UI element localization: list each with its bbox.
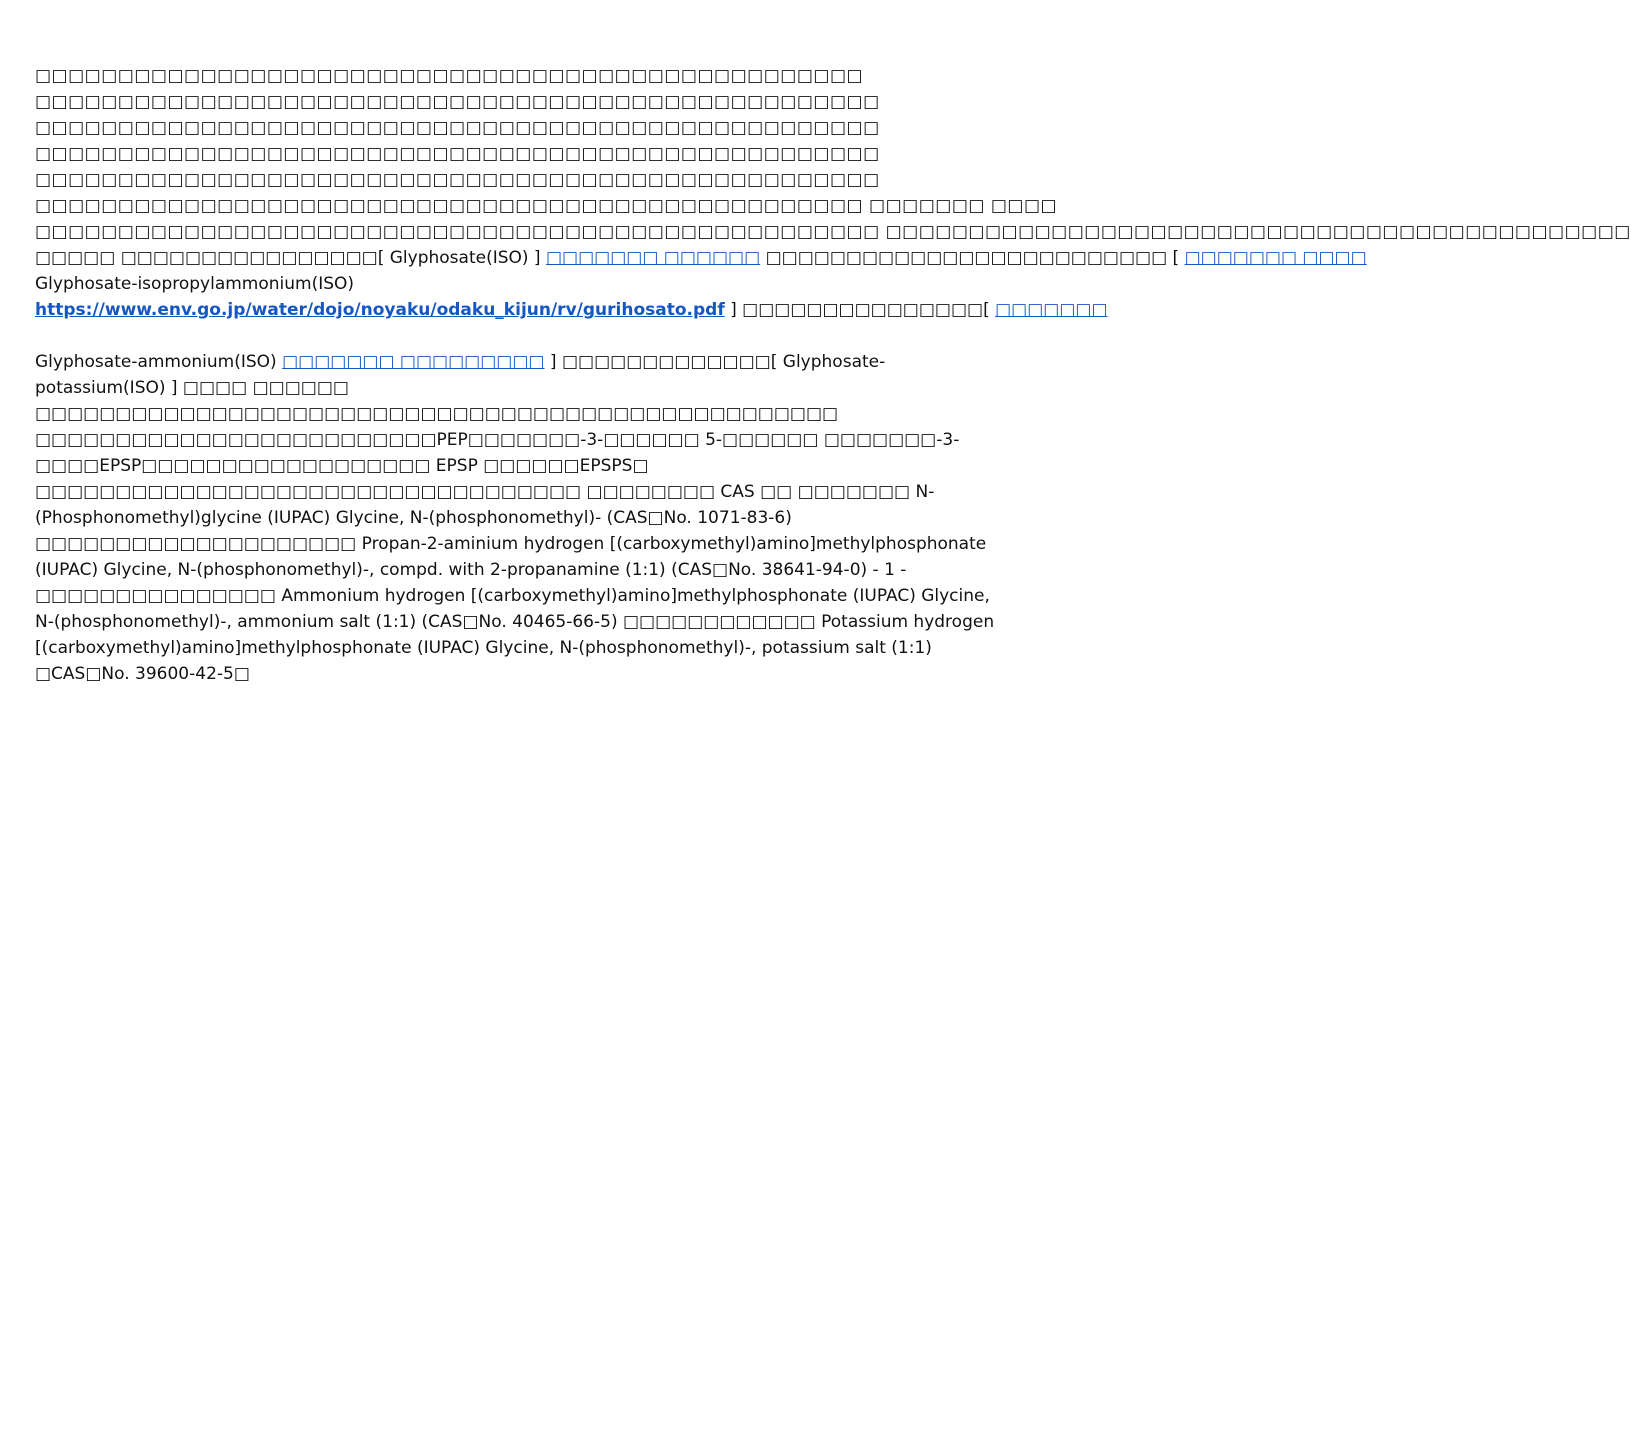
env-pdf-url-link[interactable]: https://www.env.go.jp/water/dojo/noyaku/odaku_kijun/rv/gurihosato.pdf — [35, 300, 725, 320]
text-line-2: □□□□□□□□□□□□□□□□□□□□□□□□□□□□□□□□□□□□□□□□□□□□□□□□□□□ — [35, 92, 880, 112]
reference-link-1[interactable]: □□□□□□□ □□□□□□ — [545, 248, 761, 268]
text-line-6: □□□□□□□□□□□□□□□□□□□□□□□□□□□□□□□□□□□□□□□□□□□□□□□□□□ □□□□□□□ □□□□ — [35, 196, 1058, 216]
document-body — [35, 63, 1631, 687]
paragraph-spacer — [35, 323, 995, 349]
reference-link-2[interactable]: □□□□□□□ □□□□ — [1184, 248, 1367, 268]
line8-middle-text: □□□□□□□□□□□□□□□□□□□□□□□□□ [ — [760, 248, 1185, 268]
text-line-10 — [35, 297, 1108, 323]
text-line-5: □□□□□□□□□□□□□□□□□□□□□□□□□□□□□□□□□□□□□□□□□□□□□□□□□□□ — [35, 170, 880, 190]
text-line-1: □□□□□□□□□□□□□□□□□□□□□□□□□□□□□□□□□□□□□□□□□□□□□□□□□□ — [35, 66, 864, 86]
text-line-8 — [35, 245, 1367, 271]
paragraph2-prefix-text: Glyphosate-ammonium(ISO) — [35, 352, 283, 372]
line10-middle-text: ] □□□□□□□□□□□□□□□[ — [724, 300, 996, 320]
text-line-9: Glyphosate-isopropylammonium(ISO) — [35, 274, 355, 294]
text-line-7: □□□□□□□□□□□□□□□□□□□□□□□□□□□□□□□□□□□□□□□□□□□□□□□□□□□ □□□□□□□□□□□□□□□□□□□□□□□□□□□□□□□□□□□□□□□□□□□□□ — [35, 222, 1631, 242]
paragraph-1 — [35, 63, 1631, 323]
reference-link-3[interactable]: □□□□□□□ — [995, 300, 1108, 320]
paragraph2-body-text: ] □□□□□□□□□□□□□[ Glyphosate-potassium(ISO) ] □□□□ □□□□□□ □□□□□□□□□□□□□□□□□□□□□□□□□□□□□□□□□□□□□□□□□□□□□□□□□□ □□□□□□□□□□□□□□□□□□□□□□□□□PEP□□□□□□□-3-□□□□□□ 5-□□□□□□ □□□□□□□-3-□□□□EPSP□□□□□□□□□□□□□□□□□□ EPSP □□□□□□EPSPS□ □□□□□□□□□□□□□□□□□□□□□□□□□□□□□□□□□□ □□□□□□□□ CAS □□ □□□□□□□ N-(Phosphonomethyl)glycine (IUPAC) Glycine, N-(phosphonomethyl)- (CAS□No. 1071-83-6) □□□□□□□□□□□□□□□□□□□□ Propan-2-aminium hydrogen [(carboxymethyl)amino]methylphosphonate (IUPAC) Glycine, N-(phosphonomethyl)-, compd. with 2-propanamine (1:1) (CAS□No. 38641-94-0) - 1 - □□□□□□□□□□□□□□□ Ammonium hydrogen [(carboxymethyl)amino]methylphosphonate (IUPAC) Glycine, N-(phosphonomethyl)-, ammonium salt (1:1) (CAS□No. 40465-66-5) □□□□□□□□□□□□ Potassium hydrogen [(carboxymethyl)amino]methylphosphonate (IUPAC) Glycine, N-(phosphonomethyl)-, potassium salt (1:1) □CAS□No. 39600-42-5□ — [35, 352, 995, 684]
text-line-4: □□□□□□□□□□□□□□□□□□□□□□□□□□□□□□□□□□□□□□□□□□□□□□□□□□□ — [35, 144, 880, 164]
paragraph-2 — [35, 349, 995, 687]
text-line-3: □□□□□□□□□□□□□□□□□□□□□□□□□□□□□□□□□□□□□□□□□□□□□□□□□□□ — [35, 118, 880, 138]
line8-prefix-text: □□□□□ □□□□□□□□□□□□□□□□[ Glyphosate(ISO) ] — [35, 248, 546, 268]
reference-link-4[interactable]: □□□□□□□ □□□□□□□□□ — [282, 352, 545, 372]
